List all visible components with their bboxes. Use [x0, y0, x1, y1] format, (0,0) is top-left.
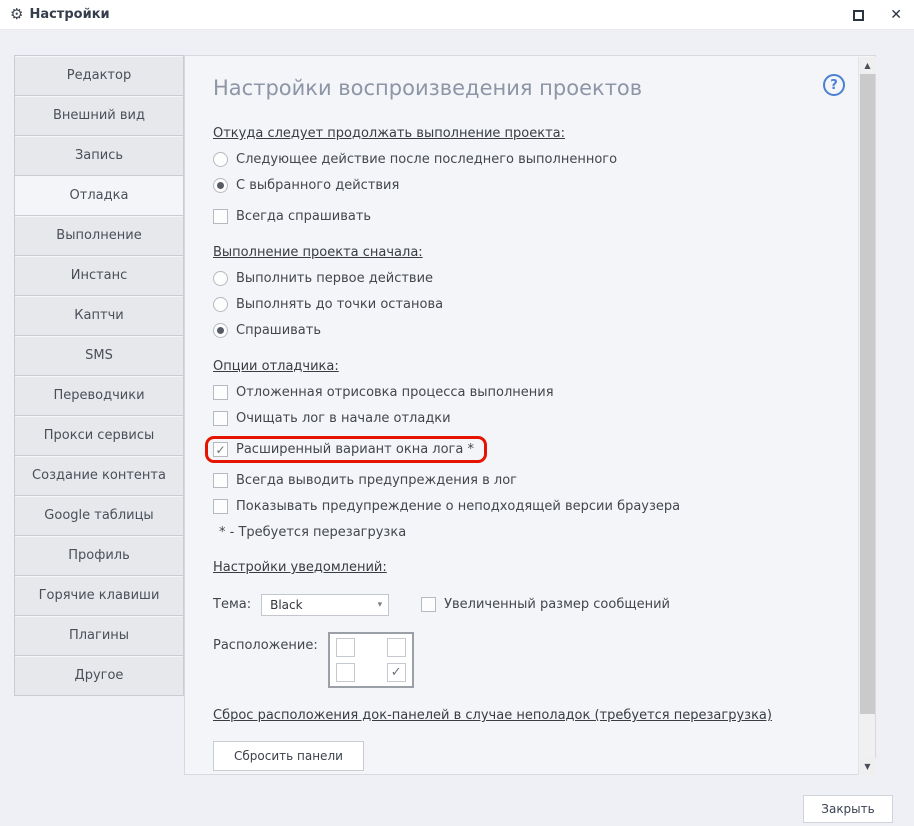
- radio-icon: [213, 297, 228, 312]
- position-top-right[interactable]: [372, 638, 406, 659]
- radio-label: Спрашивать: [236, 323, 322, 338]
- checkbox-label: Увеличенный размер сообщений: [444, 597, 670, 612]
- scroll-down-icon[interactable]: ▼: [859, 758, 876, 775]
- sidebar-item-execution[interactable]: Выполнение: [15, 216, 183, 256]
- sidebar-item-sms[interactable]: SMS: [15, 336, 183, 376]
- radio-from-selected-action[interactable]: [213, 177, 399, 194]
- position-top-left[interactable]: [336, 638, 370, 659]
- sidebar-item-proxy-services[interactable]: Прокси сервисы: [15, 416, 183, 456]
- notification-position-row: [213, 632, 848, 688]
- radio-next-action[interactable]: [213, 151, 617, 168]
- checkbox-icon: [387, 638, 406, 657]
- radio-ask[interactable]: [213, 322, 321, 339]
- checkbox-icon: [336, 638, 355, 657]
- checkbox-enlarged-message-size[interactable]: [421, 596, 670, 613]
- section-notifications-header: Настройки уведомлений:: [213, 560, 387, 575]
- sidebar-item-google-sheets[interactable]: Google таблицы: [15, 496, 183, 536]
- sidebar-item-plugins[interactable]: Плагины: [15, 616, 183, 656]
- checkbox-icon: [213, 411, 228, 426]
- sidebar-item-instance[interactable]: Инстанс: [15, 256, 183, 296]
- close-dialog-button[interactable]: Закрыть: [803, 795, 893, 823]
- page-title: Настройки воспроизведения проектов: [213, 76, 643, 100]
- sidebar-item-hotkeys[interactable]: Горячие клавиши: [15, 576, 183, 616]
- notification-position-grid: [328, 632, 414, 688]
- checkbox-always-ask[interactable]: [213, 208, 371, 225]
- theme-dropdown[interactable]: [261, 594, 389, 616]
- section-dock-reset-header: Сброс расположения док-панелей в случае неполадок (требуется перезагрузка): [213, 708, 772, 723]
- panel-scrollbar[interactable]: [858, 57, 875, 775]
- checkbox-label: Расширенный вариант окна лога *: [236, 442, 474, 457]
- section-start-header: Выполнение проекта сначала:: [213, 245, 423, 260]
- checkbox-label: Показывать предупреждение о неподходящей версии браузера: [236, 499, 681, 514]
- radio-run-to-breakpoint[interactable]: [213, 296, 443, 313]
- theme-dropdown-value: Black: [270, 597, 303, 612]
- sidebar-item-other[interactable]: Другое: [15, 656, 183, 696]
- radio-icon: [213, 271, 228, 286]
- debug-settings-content: [185, 56, 858, 774]
- checkbox-label: Отложенная отрисовка процесса выполнения: [236, 385, 554, 400]
- sidebar-item-profile[interactable]: Профиль: [15, 536, 183, 576]
- sidebar-item-appearance[interactable]: Внешний вид: [15, 96, 183, 136]
- theme-label: Тема:: [213, 597, 252, 612]
- reset-panels-button[interactable]: Сбросить панели: [213, 741, 364, 771]
- radio-label: Выполнять до точки останова: [236, 297, 444, 312]
- radio-label: Следующее действие после последнего выполненного: [236, 152, 618, 167]
- scrollbar-thumb[interactable]: [860, 74, 875, 714]
- close-window-button[interactable]: ✕: [890, 7, 902, 23]
- gear-icon: ⚙: [10, 5, 24, 23]
- settings-sidebar: [14, 55, 184, 696]
- radio-label: Выполнить первое действие: [236, 271, 434, 286]
- radio-label: С выбранного действия: [236, 178, 400, 193]
- checkbox-deferred-drawing[interactable]: [213, 384, 554, 401]
- checkbox-icon: [387, 663, 406, 682]
- maximize-button[interactable]: [853, 10, 864, 21]
- checkbox-icon: [213, 499, 228, 514]
- restart-required-note: * - Требуется перезагрузка: [219, 525, 407, 540]
- scroll-up-icon[interactable]: ▲: [859, 57, 876, 74]
- checkbox-label: Всегда спрашивать: [236, 209, 372, 224]
- window-titlebar: [0, 0, 914, 30]
- checkbox-icon: [213, 473, 228, 488]
- radio-icon: [213, 152, 228, 167]
- section-continue-from-header: Откуда следует продолжать выполнение проекта:: [213, 126, 566, 141]
- checkbox-browser-version-warning[interactable]: [213, 498, 680, 515]
- position-bottom-left[interactable]: [336, 661, 370, 682]
- radio-icon: [213, 178, 228, 193]
- sidebar-item-content-creation[interactable]: Создание контента: [15, 456, 183, 496]
- position-label: Расположение:: [213, 638, 318, 653]
- checkbox-icon: [336, 663, 355, 682]
- window-title: Настройки: [29, 7, 110, 22]
- window-controls: [853, 0, 902, 30]
- theme-row: [213, 587, 848, 622]
- sidebar-item-captcha[interactable]: Каптчи: [15, 296, 183, 336]
- radio-run-first-action[interactable]: [213, 270, 433, 287]
- checkbox-label: Всегда выводить предупреждения в лог: [236, 473, 517, 488]
- checkbox-icon: [421, 597, 436, 612]
- sidebar-item-editor[interactable]: Редактор: [15, 56, 183, 96]
- help-icon[interactable]: ?: [823, 74, 845, 96]
- position-bottom-right[interactable]: [372, 661, 406, 682]
- settings-panel: [184, 55, 876, 775]
- checkbox-clear-log[interactable]: [213, 410, 451, 427]
- radio-icon: [213, 323, 228, 338]
- checkbox-label: Очищать лог в начале отладки: [236, 411, 451, 426]
- sidebar-item-debug[interactable]: Отладка: [15, 176, 183, 216]
- checkbox-icon: [213, 442, 228, 457]
- checkbox-icon: [213, 209, 228, 224]
- checkbox-warnings-to-log[interactable]: [213, 472, 517, 489]
- section-debugger-options-header: Опции отладчика:: [213, 359, 339, 374]
- sidebar-item-translators[interactable]: Переводчики: [15, 376, 183, 416]
- checkbox-extended-log-window[interactable]: [205, 436, 487, 463]
- chevron-down-icon: ▾: [377, 599, 383, 610]
- checkbox-icon: [213, 385, 228, 400]
- sidebar-item-recording[interactable]: Запись: [15, 136, 183, 176]
